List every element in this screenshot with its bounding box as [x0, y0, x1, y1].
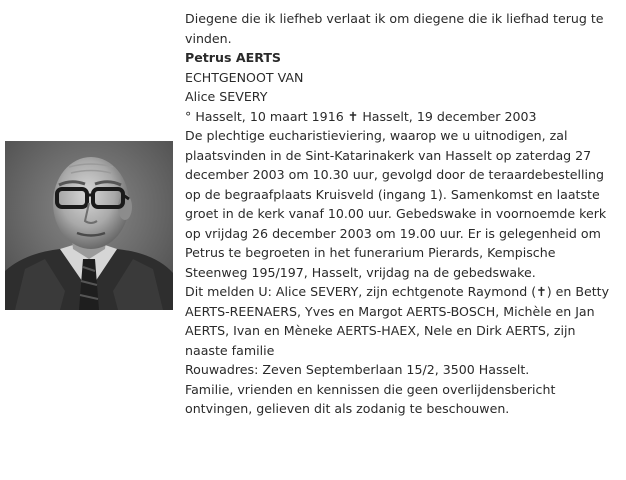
ceremony-paragraph: De plechtige eucharistieviering, waarop we u uitnodigen, zal plaatsvinden in de Sint-Katarinakerk van Hasselt op zaterdag 27 december 2003 om 10.30 uur, gevolgd door de teraardebestelling op de begraafplaats Kruisveld (ingang 1). Samenkomst en laatste groet in de kerk vanaf 10.00 uur. Gebedswake in voornoemde kerk op vrijdag 26 december 2003 om 19.00 uur. Er is gelegenheid om Petrus te begroeten in het funerarium Pierards, Kempische Steenweg 195/197, Hasselt, vrijdag na de gebedswake. [185, 128, 607, 280]
relation-line: ECHTGENOOT VAN [185, 69, 304, 85]
deceased-name: Petrus AERTS [185, 50, 281, 65]
life-dates [185, 107, 617, 127]
birth-symbol: ° [185, 108, 192, 124]
portrait-illustration [5, 141, 173, 310]
death-date: Hasselt, 19 december 2003 [362, 108, 537, 124]
portrait-photo [5, 141, 173, 310]
closing-paragraph: Familie, vrienden en kennissen die geen overlijdensbericht ontvingen, gelieven dit als zodanig te beschouwen. [185, 381, 556, 416]
spouse-name: Alice SEVERY [185, 89, 268, 104]
opening-quote: Diegene die ik liefheb verlaat ik om diegene die ik liefhad terug te vinden. [185, 11, 604, 46]
cross-icon: ✝ [536, 284, 547, 299]
obituary-text [185, 9, 617, 419]
family-paragraph [185, 282, 617, 360]
birth-date: Hasselt, 10 maart 1916 [195, 108, 344, 124]
family-text-start: Dit melden U: Alice SEVERY, zijn echtgenote Raymond ( [185, 284, 537, 299]
family-text-end: ) en Betty AERTS-REENAERS, Yves en Margot AERTS-BOSCH, Michèle en Jan AERTS, Ivan en Mèneke AERTS-HAEX, Nele en Dirk AERTS, zijn naaste familie [185, 284, 610, 358]
cross-icon: ✝ [347, 108, 359, 124]
address-line: Rouwadres: Zeven Septemberlaan 15/2, 3500 Hasselt. [185, 362, 530, 377]
